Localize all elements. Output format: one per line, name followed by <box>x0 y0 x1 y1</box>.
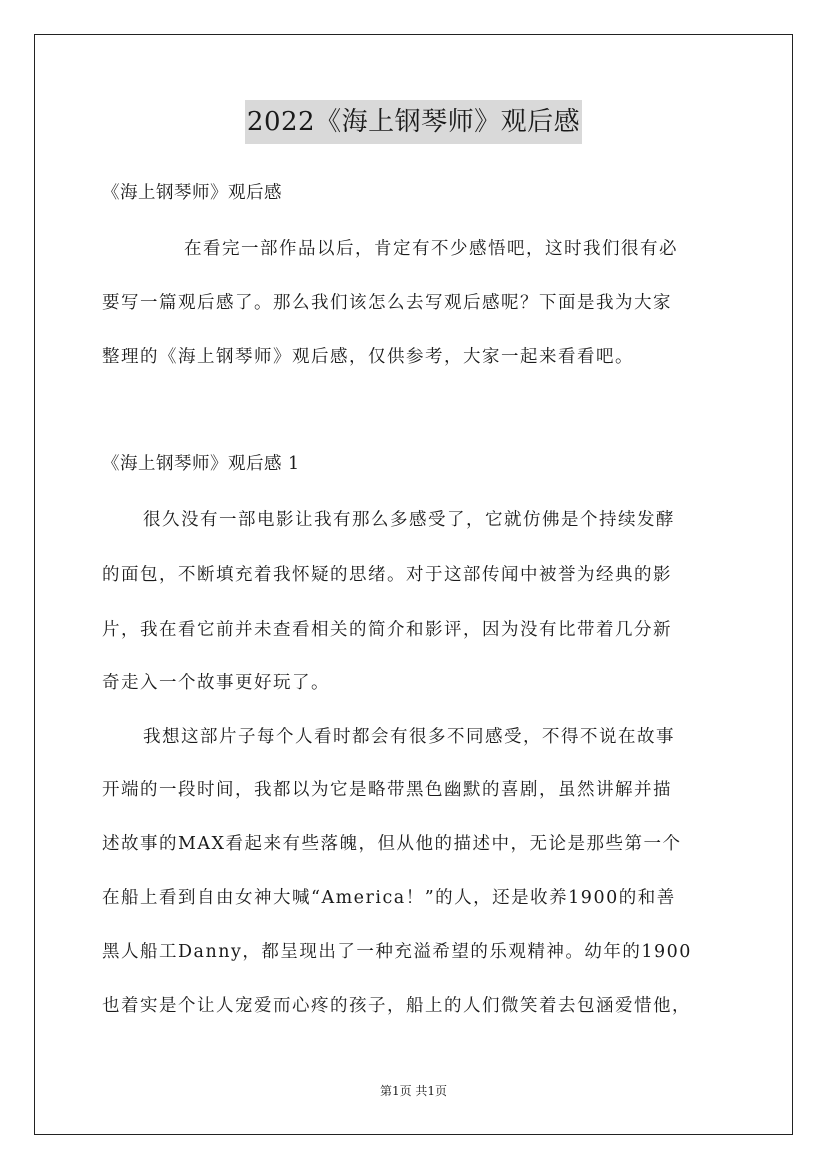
page-footer: 第1页 共1页 <box>379 1084 448 1098</box>
title-container <box>0 100 827 144</box>
paragraph-line: 奇走入一个故事更好玩了。 <box>102 673 330 693</box>
paragraph-line: 开端的一段时间，我都以为它是略带黑色幽默的喜剧，虽然讲解并描 <box>102 780 672 800</box>
paragraph-line: 的面包，不断填充着我怀疑的思绪。对于这部传闻中被誉为经典的影 <box>102 565 672 585</box>
section-heading: 《海上钢琴师》观后感 1 <box>102 454 300 474</box>
paragraph-line: 很久没有一部电影让我有那么多感受了，它就仿佛是个持续发酵 <box>143 510 675 530</box>
paragraph-line: 我想这部片子每个人看时都会有很多不同感受，不得不说在故事 <box>143 727 675 747</box>
paragraph-line: 述故事的MAX看起来有些落魄，但从他的描述中，无论是那些第一个 <box>102 834 682 854</box>
intro-line: 在看完一部作品以后，肯定有不少感悟吧，这时我们很有必 <box>184 239 678 259</box>
intro-line: 要写一篇观后感了。那么我们该怎么去写观后感呢？下面是我为大家 <box>102 293 672 313</box>
intro-line: 整理的《海上钢琴师》观后感，仅供参考，大家一起来看看吧。 <box>102 347 634 367</box>
paragraph-line: 黑人船工Danny，都呈现出了一种充溢希望的乐观精神。幼年的1900 <box>102 942 692 962</box>
subtitle: 《海上钢琴师》观后感 <box>102 183 282 203</box>
paragraph-line: 在船上看到自由女神大喊“America！”的人，还是收养1900的和善 <box>102 888 676 908</box>
document-title: 2022《海上钢琴师》观后感 <box>245 100 582 144</box>
paragraph-line: 也着实是个让人宠爱而心疼的孩子，船上的人们微笑着去包涵爱惜他， <box>102 996 691 1016</box>
paragraph-line: 片，我在看它前并未查看相关的简介和影评，因为没有比带着几分新 <box>102 620 672 640</box>
